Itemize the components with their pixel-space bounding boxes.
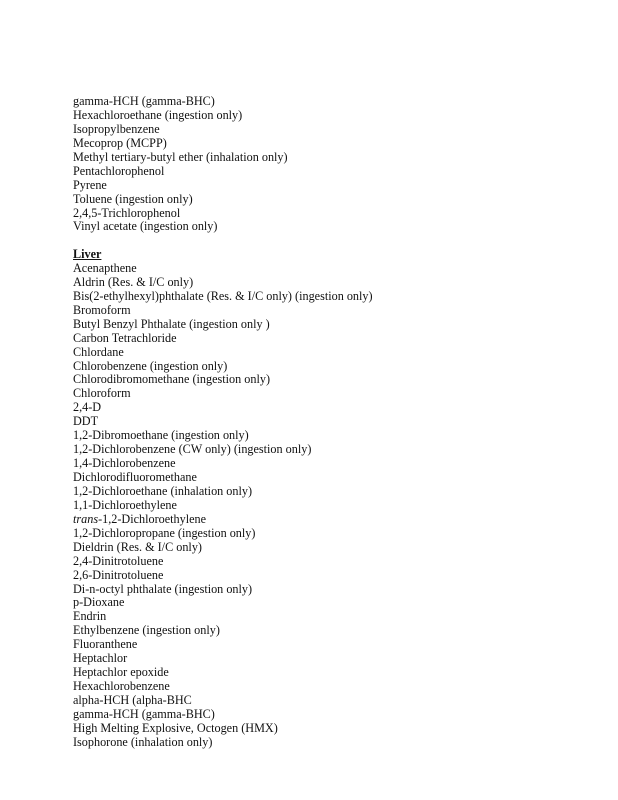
list-item: gamma-HCH (gamma-BHC) [73, 94, 215, 108]
list-item: DDT [73, 414, 99, 429]
chemical-name: -1,2-Dichloroethylene [98, 511, 207, 526]
list-item: Fluoranthene [73, 637, 138, 652]
list-item: Chlordane [73, 344, 124, 359]
list-item: Bis(2-ethylhexyl)phthalate (Res. & I/C only) (ingestion only) [73, 288, 373, 303]
list-item: Heptachlor epoxide [73, 665, 169, 680]
list-item: 1,2-Dichlorobenzene (CW only) (ingestion only) [73, 442, 312, 457]
list-item: Bromoform [73, 302, 131, 317]
list-item: 1,4-Dichlorobenzene [73, 456, 176, 471]
list-item: Chloroform [73, 386, 131, 401]
list-item: 2,4,5-Trichlorophenol [73, 205, 181, 220]
list-item: Chlorodibromomethane (ingestion only) [73, 372, 270, 387]
list-item: Hexachlorobenzene [73, 679, 170, 694]
list-item: Hexachloroethane (ingestion only) [73, 107, 243, 122]
list-item: Toluene (ingestion only) [73, 191, 193, 206]
list-item: Endrin [73, 609, 107, 624]
list-item: Methyl tertiary-butyl ether (inhalation only) [73, 149, 288, 164]
list-item: Chlorobenzene (ingestion only) [73, 358, 228, 373]
list-item: Isopropylbenzene [73, 121, 160, 136]
list-item: Dieldrin (Res. & I/C only) [73, 539, 202, 554]
list-item: 1,1-Dichloroethylene [73, 497, 177, 512]
list-item: Vinyl acetate (ingestion only) [73, 219, 218, 234]
list-item: 2,6-Dinitrotoluene [73, 567, 164, 582]
isomer-prefix: trans [73, 511, 99, 526]
list-item [73, 513, 373, 527]
list-item: Butyl Benzyl Phthalate (ingestion only ) [73, 316, 270, 331]
chemical-list-continued [73, 95, 288, 234]
list-item: Pentachlorophenol [73, 163, 165, 178]
list-item: Isophorone (inhalation only) [73, 734, 213, 749]
liver-section [73, 248, 373, 750]
list-item: 2,4-D [73, 400, 102, 415]
list-item: Acenapthene [73, 260, 137, 275]
list-item: High Melting Explosive, Octogen (HMX) [73, 720, 278, 735]
list-item: Heptachlor [73, 651, 128, 666]
list-item: Pyrene [73, 177, 107, 192]
list-item: gamma-HCH (gamma-BHC) [73, 706, 215, 721]
list-item: Ethylbenzene (ingestion only) [73, 623, 220, 638]
list-item: Aldrin (Res. & I/C only) [73, 274, 194, 289]
section-heading-liver: Liver [73, 247, 102, 261]
list-item: alpha-HCH (alpha-BHC [73, 693, 192, 707]
list-item: 1,2-Dichloroethane (inhalation only) [73, 483, 253, 498]
list-item: 2,4-Dinitrotoluene [73, 553, 164, 568]
list-item: 1,2-Dibromoethane (ingestion only) [73, 428, 249, 443]
list-item: Mecoprop (MCPP) [73, 135, 167, 150]
list-item: 1,2-Dichloropropane (ingestion only) [73, 525, 256, 540]
list-item: Dichlorodifluoromethane [73, 470, 197, 484]
list-item: Di-n-octyl phthalate (ingestion only) [73, 581, 253, 596]
list-item: Carbon Tetrachloride [73, 330, 177, 345]
list-item: p-Dioxane [73, 595, 125, 610]
